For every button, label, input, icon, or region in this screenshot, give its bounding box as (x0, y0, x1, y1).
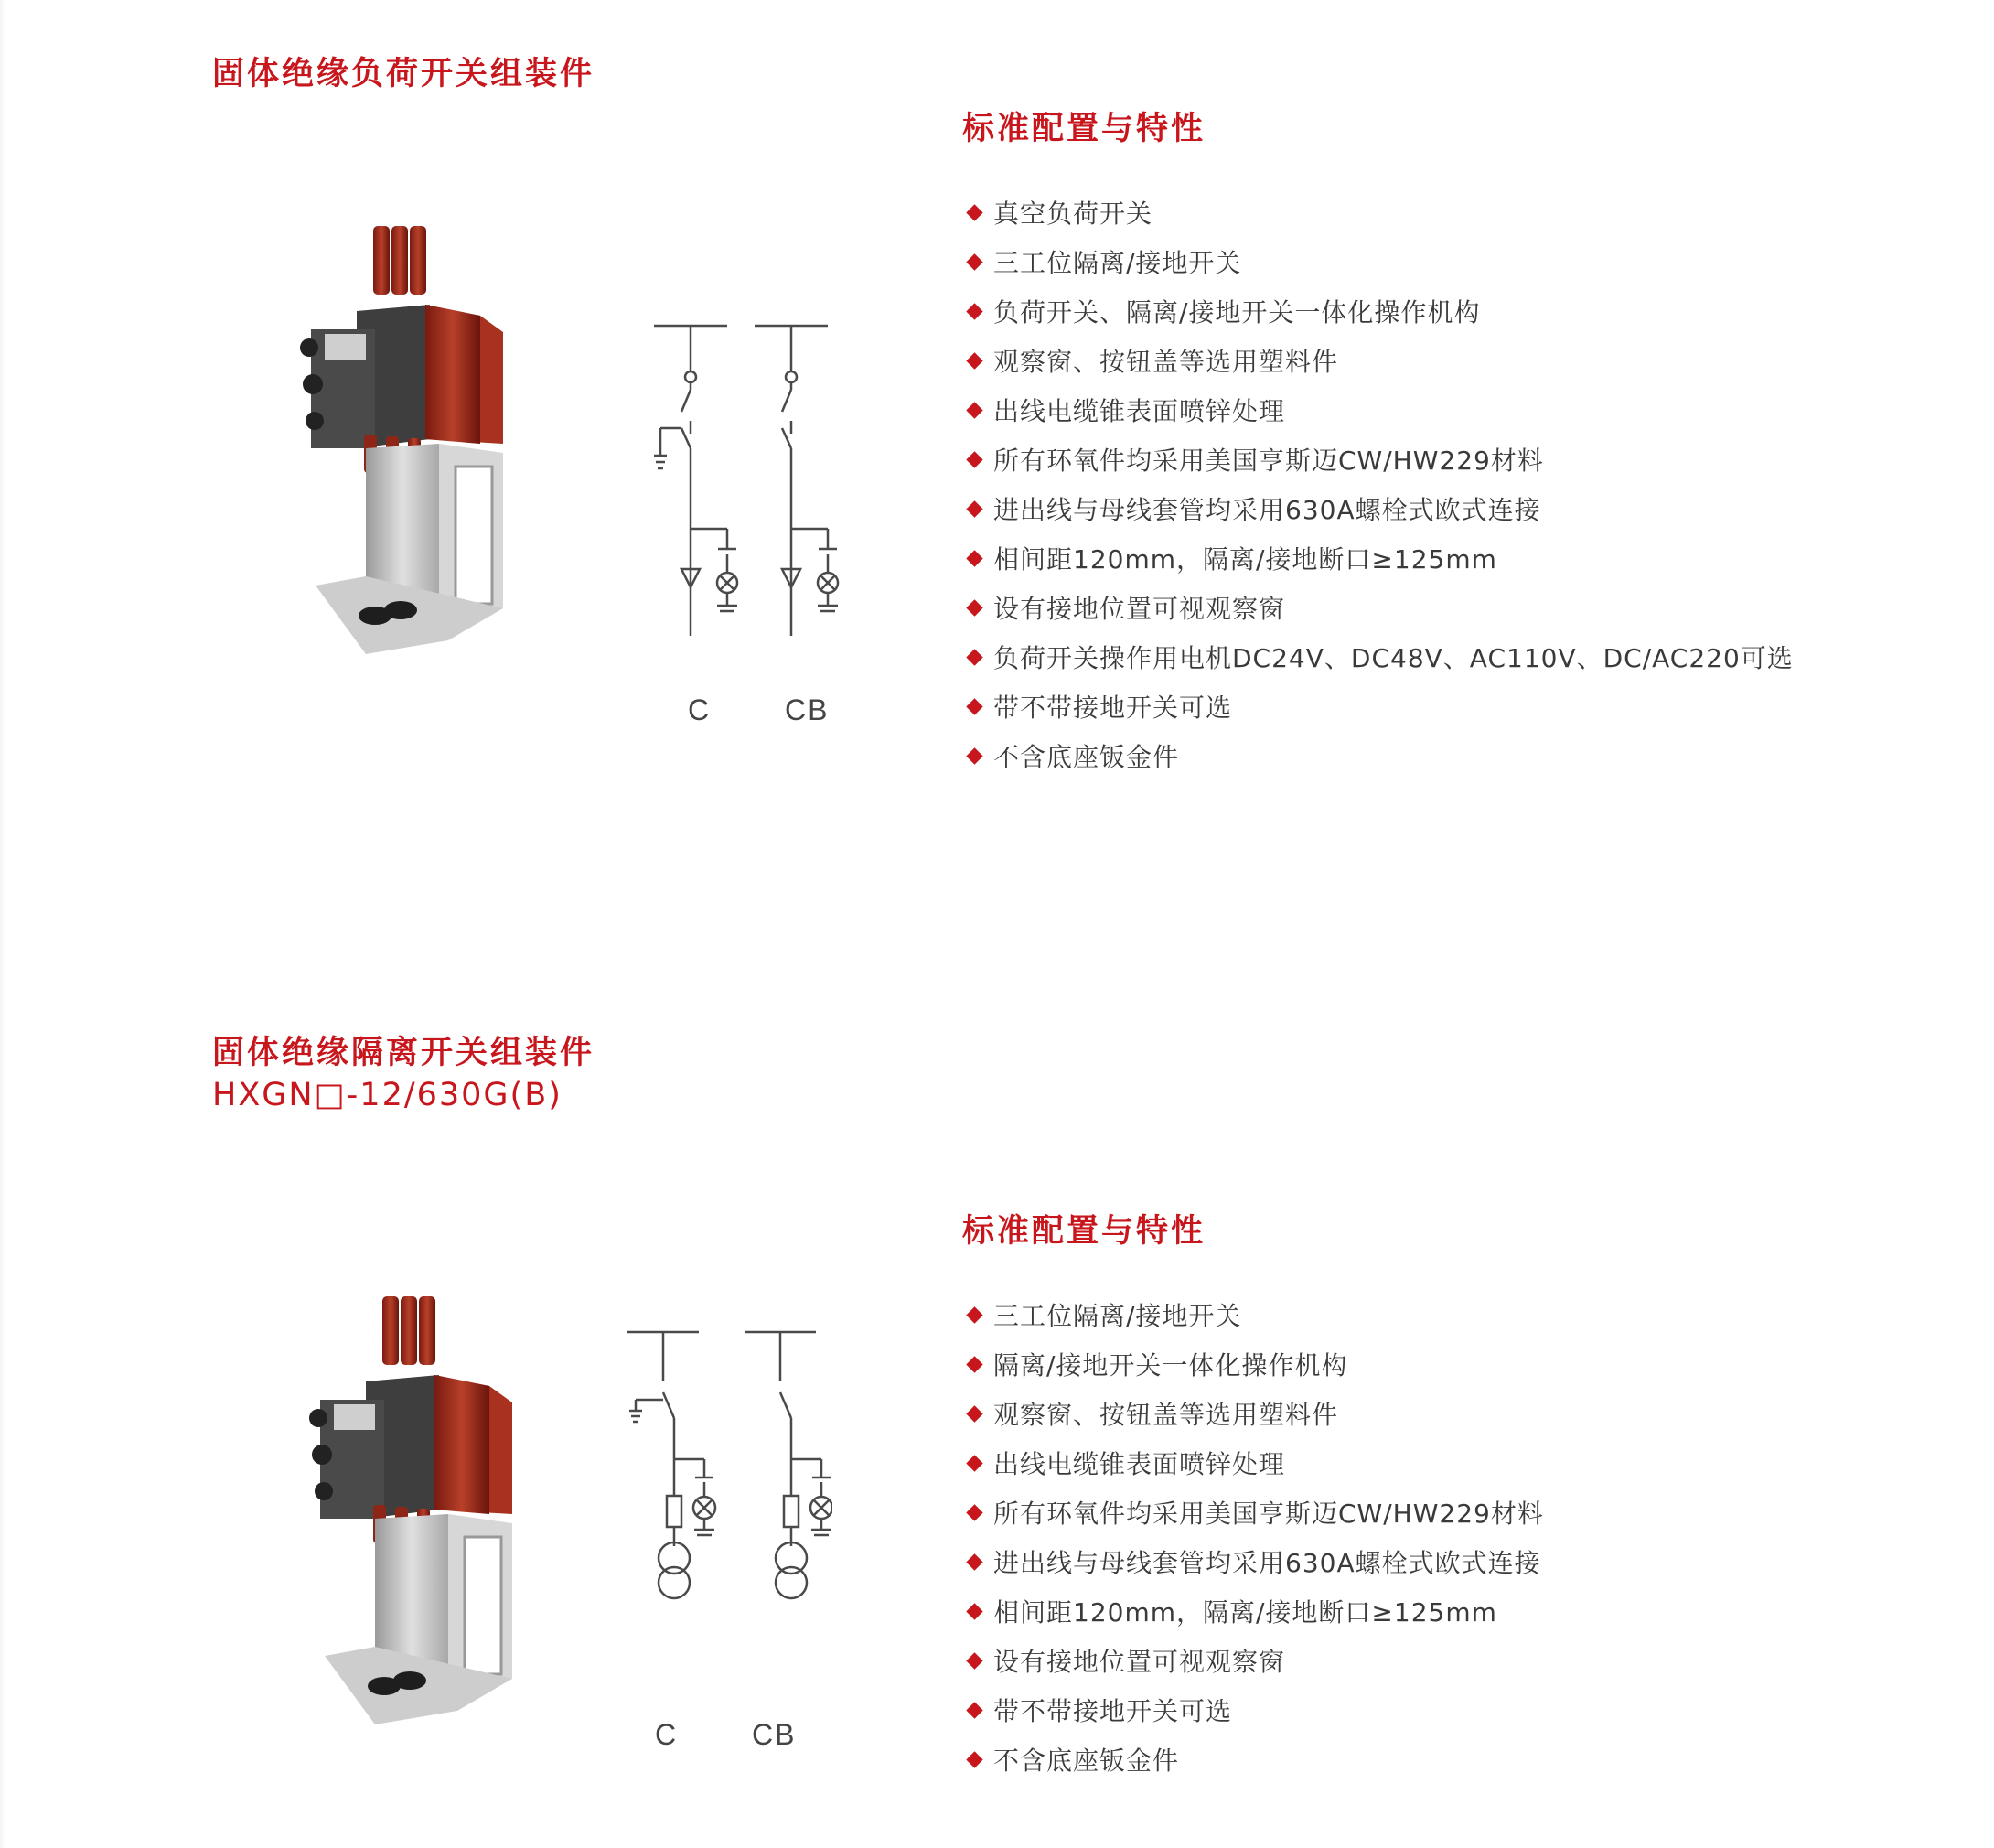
feature-item (965, 1537, 1544, 1586)
model-number: HXGN□-12/630G(B) (212, 1077, 563, 1113)
diamond-bullet-icon (966, 1405, 982, 1422)
feature-item (965, 484, 1794, 533)
diamond-bullet-icon (966, 352, 982, 369)
feature-item (965, 632, 1794, 682)
feature-text: 负荷开关操作用电机DC24V、DC48V、AC110V、DC/AC220可选 (993, 643, 1794, 673)
diamond-bullet-icon (966, 402, 982, 418)
feature-item (965, 533, 1794, 583)
feature-text: 隔离/接地开关一体化操作机构 (993, 1350, 1348, 1381)
feature-text: 观察窗、按钮盖等选用塑料件 (993, 347, 1339, 377)
feature-item (965, 435, 1794, 484)
feature-text: 带不带接地开关可选 (993, 1696, 1233, 1726)
diamond-bullet-icon (966, 1455, 982, 1471)
feature-item (965, 286, 1794, 336)
load-switch-product-image (293, 224, 512, 654)
feature-item (965, 237, 1794, 286)
diagram-label-cb: CB (785, 693, 830, 726)
feature-item (965, 1685, 1544, 1735)
feature-list (965, 1290, 1544, 1784)
section-load-switch (0, 0, 1994, 915)
diagram-label-c: C (688, 693, 712, 726)
feature-text: 进出线与母线套管均采用630A螺栓式欧式连接 (993, 495, 1541, 525)
load-switch-single-line-diagram (631, 320, 851, 640)
feature-text: 带不带接地开关可选 (993, 693, 1233, 723)
section-disconnector (0, 1006, 1994, 1848)
diamond-bullet-icon (966, 451, 982, 467)
feature-item (965, 682, 1794, 731)
feature-text: 所有环氧件均采用美国亨斯迈CW/HW229材料 (993, 1499, 1544, 1529)
feature-text: 三工位隔离/接地开关 (993, 1301, 1242, 1331)
feature-text: 设有接地位置可视观察窗 (993, 594, 1286, 624)
diamond-bullet-icon (966, 1356, 982, 1372)
feature-list (965, 188, 1794, 780)
diamond-bullet-icon (966, 649, 982, 665)
feature-item (965, 1586, 1544, 1636)
disconnector-product-image (302, 1295, 521, 1724)
diamond-bullet-icon (966, 253, 982, 270)
feature-item (965, 1339, 1544, 1389)
diamond-bullet-icon (966, 747, 982, 764)
diamond-bullet-icon (966, 204, 982, 220)
feature-item (965, 583, 1794, 632)
feature-text: 观察窗、按钮盖等选用塑料件 (993, 1400, 1339, 1430)
feature-item (965, 188, 1794, 237)
feature-text: 三工位隔离/接地开关 (993, 248, 1242, 278)
diamond-bullet-icon (966, 1603, 982, 1619)
features-heading: 标准配置与特性 (962, 111, 1206, 147)
feature-text: 相间距120mm，隔离/接地断口≥125mm (993, 544, 1497, 575)
feature-text: 设有接地位置可视观察窗 (993, 1647, 1286, 1677)
diamond-bullet-icon (966, 550, 982, 566)
features-heading: 标准配置与特性 (962, 1213, 1206, 1250)
diamond-bullet-icon (966, 1306, 982, 1323)
diamond-bullet-icon (966, 599, 982, 616)
feature-text: 进出线与母线套管均采用630A螺栓式欧式连接 (993, 1548, 1541, 1578)
feature-item (965, 385, 1794, 435)
disconnector-single-line-diagram (595, 1327, 832, 1720)
diamond-bullet-icon (966, 1751, 982, 1767)
diamond-bullet-icon (966, 303, 982, 319)
feature-text: 相间距120mm，隔离/接地断口≥125mm (993, 1597, 1497, 1628)
feature-text: 出线电缆锥表面喷锌处理 (993, 1449, 1286, 1479)
diagram-label-cb: CB (752, 1718, 797, 1751)
diamond-bullet-icon (966, 1702, 982, 1718)
feature-item (965, 1389, 1544, 1438)
feature-text: 不含底座钣金件 (993, 742, 1180, 772)
diamond-bullet-icon (966, 1504, 982, 1520)
feature-item (965, 731, 1794, 780)
feature-item (965, 1290, 1544, 1339)
feature-text: 负荷开关、隔离/接地开关一体化操作机构 (993, 297, 1481, 328)
diagram-label-c: C (655, 1718, 679, 1751)
feature-item (965, 1488, 1544, 1537)
diamond-bullet-icon (966, 1652, 982, 1669)
section-title: 固体绝缘隔离开关组装件 (212, 1035, 595, 1071)
feature-text: 所有环氧件均采用美国亨斯迈CW/HW229材料 (993, 446, 1544, 476)
feature-item (965, 336, 1794, 385)
section-title: 固体绝缘负荷开关组装件 (212, 56, 595, 92)
feature-text: 真空负荷开关 (993, 199, 1153, 229)
feature-item (965, 1735, 1544, 1784)
diamond-bullet-icon (966, 1553, 982, 1570)
diamond-bullet-icon (966, 500, 982, 517)
feature-item (965, 1636, 1544, 1685)
feature-item (965, 1438, 1544, 1488)
diamond-bullet-icon (966, 698, 982, 714)
feature-text: 出线电缆锥表面喷锌处理 (993, 396, 1286, 426)
feature-text: 不含底座钣金件 (993, 1746, 1180, 1776)
